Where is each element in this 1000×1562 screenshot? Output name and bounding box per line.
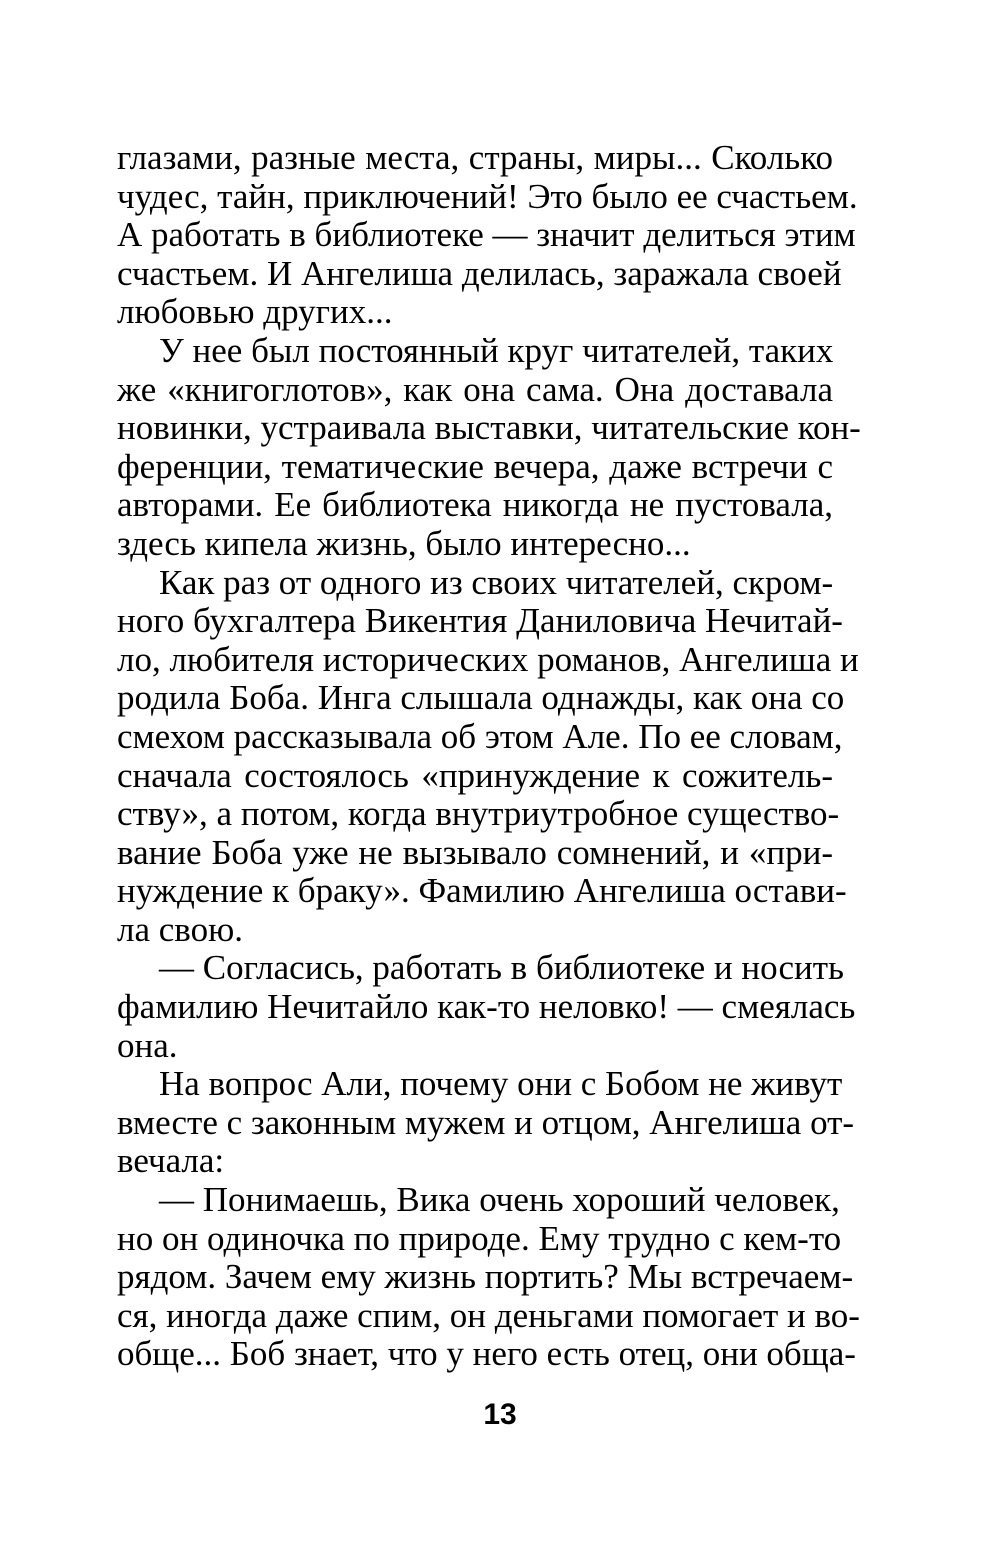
- text-line: любовью других...: [117, 292, 393, 332]
- text-line: Как раз от одного из своих читателей, скром-: [159, 562, 834, 602]
- text-line: сначала состоялось «принуждение к сожитель-: [117, 755, 833, 795]
- text-line: — Понимаешь, Вика очень хороший человек,: [159, 1180, 840, 1220]
- text-line: ного бухгалтера Викентия Даниловича Нечитай-: [117, 601, 843, 641]
- text-line: здесь кипела жизнь, было интересно...: [117, 523, 691, 563]
- text-line: счастьем. И Ангелиша делилась, заражала своей: [117, 253, 842, 293]
- text-line: вание Боба уже не вызывало сомнений, и «при-: [117, 832, 833, 872]
- text-line: авторами. Ее библиотека никогда не пустовала,: [117, 485, 833, 525]
- text-line: А работать в библиотеке — значит делиться этим: [117, 215, 856, 255]
- page-number: 13: [483, 1398, 517, 1431]
- text-line: новинки, устраивала выставки, читательские кон-: [117, 408, 861, 448]
- text-line: ся, иногда даже спим, он деньгами помогает и во-: [117, 1295, 860, 1335]
- text-line: родила Боба. Инга слышала однажды, как она со: [117, 678, 845, 718]
- text-line: ла свою.: [117, 909, 243, 949]
- text-line: фамилию Нечитайло как-то неловко! — смеялась: [117, 987, 856, 1027]
- text-line: вместе с законным мужем и отцом, Ангелиша от-: [117, 1102, 855, 1142]
- text-line: ло, любителя исторических романов, Ангелиша и: [117, 639, 859, 679]
- text-line: На вопрос Али, почему они с Бобом не живут: [159, 1064, 843, 1104]
- text-line: но он одиночка по природе. Ему трудно с кем-то: [117, 1218, 842, 1258]
- text-line: смехом рассказывала об этом Але. По ее словам,: [117, 716, 843, 756]
- text-line: вечала:: [117, 1141, 225, 1181]
- text-line: ству», а потом, когда внутриутробное существо-: [117, 794, 840, 834]
- text-line: ференции, тематические вечера, даже встречи с: [117, 446, 833, 486]
- body-text: [117, 138, 861, 1374]
- text-line: нуждение к браку». Фамилию Ангелиша остави-: [117, 871, 847, 911]
- text-line: чудес, тайн, приключений! Это было ее счастьем.: [117, 176, 858, 216]
- text-line: глазами, разные места, страны, миры... Сколько: [117, 138, 833, 177]
- text-line: рядом. Зачем ему жизнь портить? Мы встречаем-: [117, 1257, 854, 1297]
- text-line: У нее был постоянный круг читателей, таких: [159, 330, 834, 370]
- text-line: она.: [117, 1025, 178, 1065]
- text-line: же «книгоглотов», как она сама. Она доставала: [117, 369, 833, 409]
- text-line: обще... Боб знает, что у него есть отец, они обща-: [117, 1334, 856, 1374]
- text-line: — Согласись, работать в библиотеке и носить: [159, 948, 845, 988]
